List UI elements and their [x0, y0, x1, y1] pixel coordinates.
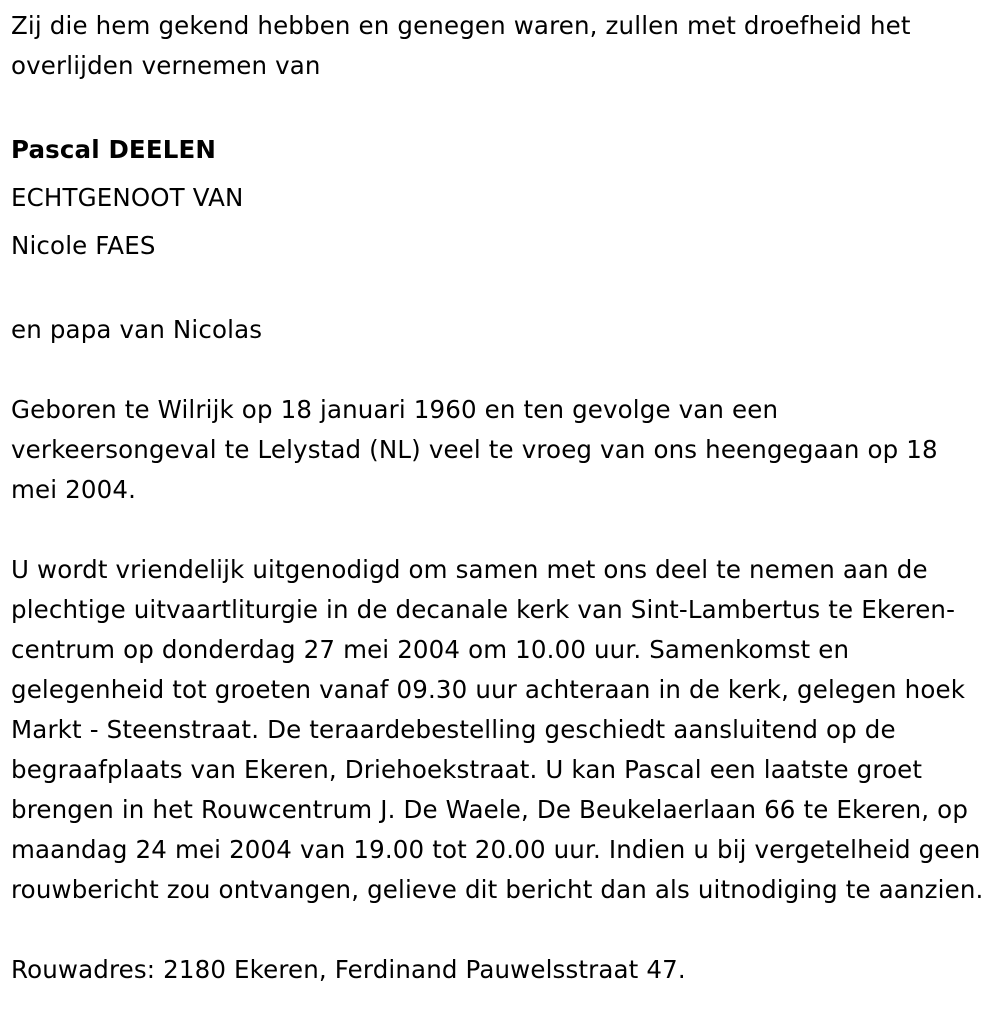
spouse-label: ECHTGENOOT VAN [11, 183, 244, 212]
spacer [11, 910, 986, 950]
mourning-address: Rouwadres: 2180 Ekeren, Ferdinand Pauwelsstraat 47. [11, 955, 686, 984]
deceased-name: Pascal DEELEN [11, 135, 217, 164]
spacer [11, 510, 986, 550]
funeral-details-paragraph: U wordt vriendelijk uitgenodigd om samen met ons deel te nemen aan de plechtige uitvaartliturgie in de decanale kerk van Sint-Lambertus te Ekeren-centrum op donderdag 27 mei 2004 om 10.00 uur. Samenkomst en gelegenheid tot groeten vanaf 09.30 uur achteraan in de kerk, gelegen hoek Markt - Steenstraat. De teraardebestelling geschiedt aansluitend op de begraafplaats van Ekeren, Driehoekstraat. U kan Pascal een laatste groet brengen in het Rouwcentrum J. De Waele, De Beukelaerlaan 66 te Ekeren, op maandag 24 mei 2004 van 19.00 tot 20.00 uur. Indien u bij vergetelheid geen rouwbericht zou ontvangen, gelieve dit bericht dan als uitnodiging te aanzien. [11, 555, 984, 904]
spacer [11, 86, 986, 126]
birth-death-paragraph: Geboren te Wilrijk op 18 januari 1960 en ten gevolge van een verkeersongeval te Lelystad (NL) veel te vroeg van ons heengegaan op 18 mei 2004. [11, 395, 938, 504]
obituary-notice [11, 6, 986, 990]
spacer [11, 270, 986, 310]
spouse-name: Nicole FAES [11, 231, 156, 260]
child-line: en papa van Nicolas [11, 315, 263, 344]
intro-paragraph: Zij die hem gekend hebben en genegen waren, zullen met droefheid het overlijden vernemen van [11, 11, 911, 80]
spacer [11, 350, 986, 390]
